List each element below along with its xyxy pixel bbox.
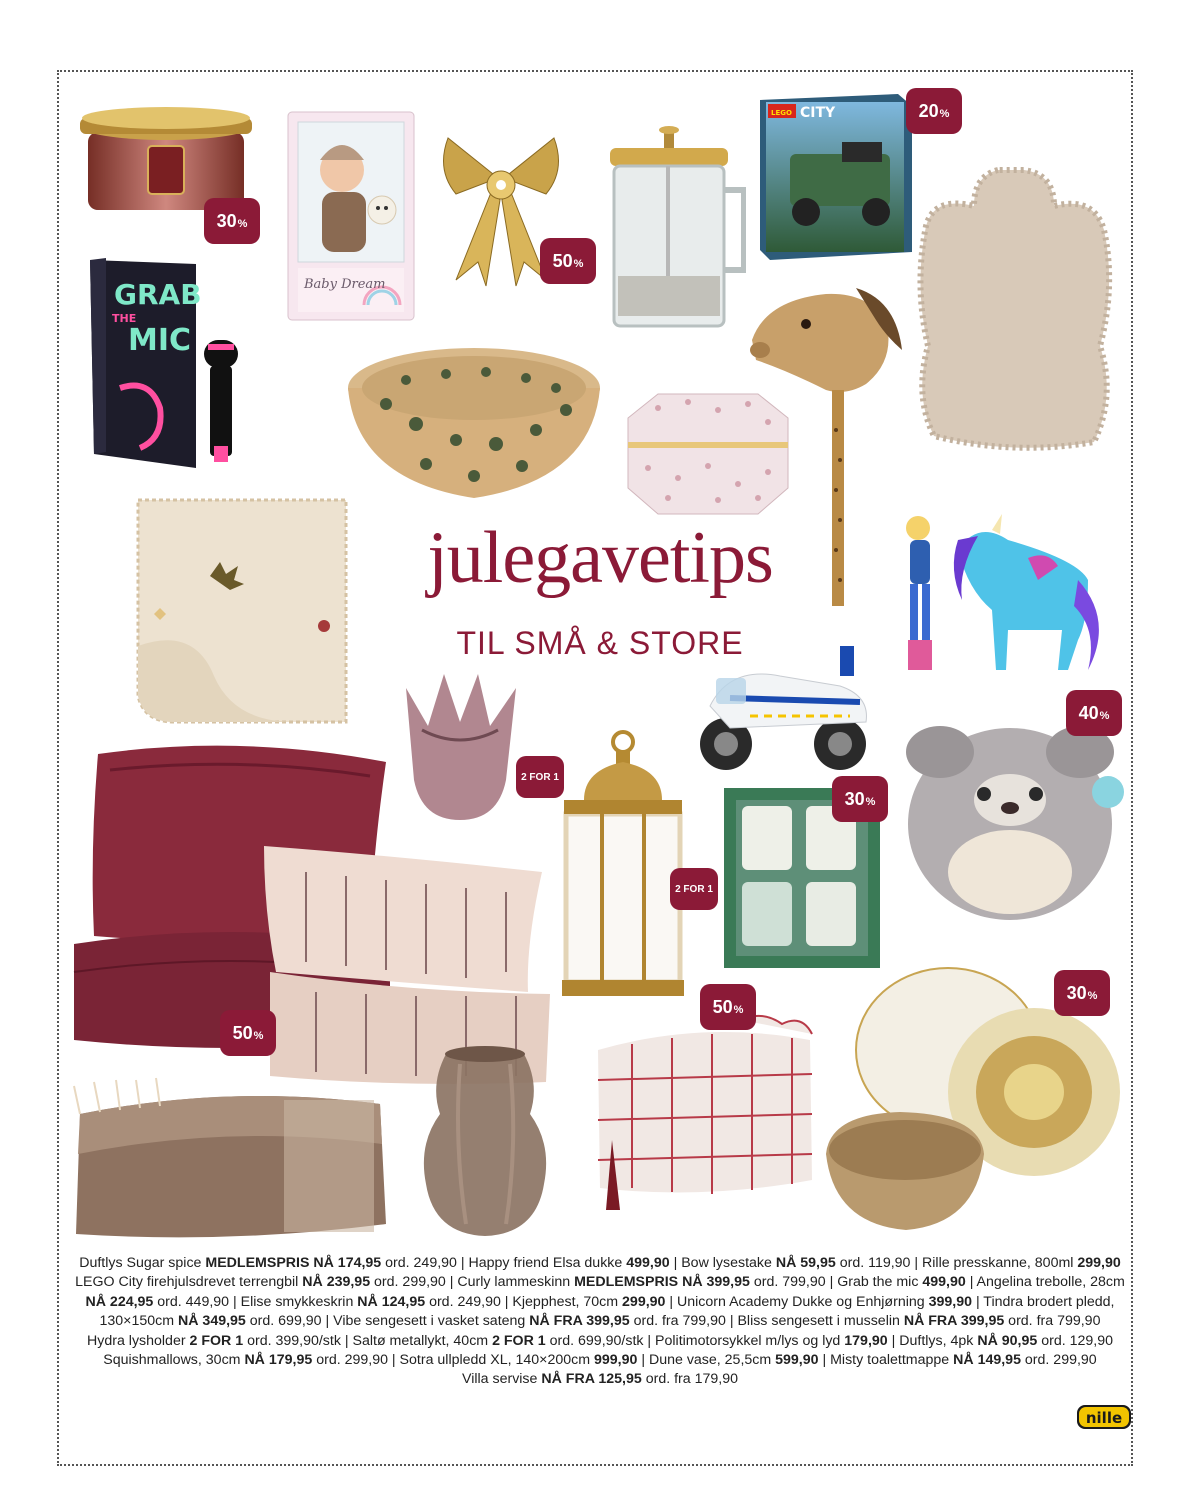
price-highlight: MEDLEMSPRIS NÅ 399,95 xyxy=(574,1274,750,1291)
price-text: ord. 249,90 | Kjepphest, 70cm xyxy=(425,1293,623,1310)
squishmallow-image xyxy=(900,709,1128,922)
badge-label: 2 FOR 1 xyxy=(675,883,713,895)
logo-text: nille xyxy=(1085,1409,1123,1427)
price-highlight: NÅ 90,95 xyxy=(977,1332,1038,1349)
badge-unit: % xyxy=(1099,709,1110,722)
dune-vase-image xyxy=(410,1044,560,1240)
price-highlight: 179,90 xyxy=(844,1332,888,1349)
badge-tealight-2for1 xyxy=(516,756,564,798)
badge-value: 30 xyxy=(1066,982,1087,1003)
doll-box-brand: Baby Dream xyxy=(304,277,386,292)
lego-line-text: CITY xyxy=(800,105,836,121)
price-line xyxy=(70,1332,1130,1351)
badge-bedding-discount xyxy=(220,1010,276,1056)
price-highlight: NÅ 124,95 xyxy=(357,1293,426,1310)
price-text: Squishmallows, 30cm xyxy=(103,1352,245,1369)
price-highlight: 299,90 xyxy=(622,1293,666,1310)
price-line xyxy=(70,1351,1130,1370)
price-text: | Dune vase, 25,5cm xyxy=(637,1352,776,1369)
nille-logo xyxy=(1076,1404,1132,1430)
price-highlight: NÅ 59,95 xyxy=(775,1255,836,1271)
lego-city-box-image xyxy=(760,94,918,260)
price-text: LEGO City firehjulsdrevet terrengbil xyxy=(75,1274,303,1291)
price-text: | Duftlys, 4pk xyxy=(887,1332,978,1349)
price-text: ord. 299,90 xyxy=(1020,1352,1097,1369)
badge-toiletry-discount xyxy=(700,984,756,1030)
price-highlight: MEDLEMSPRIS NÅ 174,95 xyxy=(205,1255,382,1271)
price-line xyxy=(70,1370,1130,1389)
price-highlight: 499,90 xyxy=(626,1255,670,1271)
price-highlight: 499,90 xyxy=(922,1274,966,1291)
badge-unit: % xyxy=(573,257,584,270)
price-text: ord. fra 179,90 xyxy=(641,1371,738,1388)
price-text: | Unicorn Academy Dukke og Enhjørning xyxy=(665,1293,929,1310)
price-line xyxy=(70,1312,1130,1331)
grab-text: GRAB xyxy=(114,278,202,311)
price-text: ord. 249,90 | Happy friend Elsa dukke xyxy=(381,1255,627,1271)
french-press-image xyxy=(596,126,746,332)
price-highlight: 599,90 xyxy=(775,1352,819,1369)
price-text: ord. fra 799,90 | Bliss sengesett i musselin xyxy=(629,1313,904,1330)
doll-box-image xyxy=(286,110,416,322)
badge-value: 50 xyxy=(232,1022,253,1043)
price-text: ord. 119,90 | Rille presskanne, 800ml xyxy=(835,1255,1078,1271)
price-highlight: NÅ 239,95 xyxy=(302,1274,371,1291)
badge-label: 2 FOR 1 xyxy=(521,771,559,783)
price-text: ord. 399,90/stk | Saltø metallykt, 40cm xyxy=(243,1332,493,1349)
lambskin-image xyxy=(904,166,1120,456)
badge-candle-discount xyxy=(204,198,260,244)
the-text: THE xyxy=(112,312,137,325)
price-text: Villa servise xyxy=(461,1371,542,1388)
price-text: 130×150cm xyxy=(99,1313,178,1330)
toiletry-bag-image xyxy=(592,1010,816,1230)
price-highlight: NÅ 149,95 xyxy=(953,1352,1021,1369)
badge-unit: % xyxy=(865,795,876,808)
price-highlight: NÅ FRA 399,95 xyxy=(529,1313,630,1330)
price-line xyxy=(70,1273,1130,1292)
badge-squishmallow-discount xyxy=(1066,690,1122,736)
wooden-bowl-image xyxy=(346,344,602,500)
price-highlight: 2 FOR 1 xyxy=(492,1332,546,1349)
price-text: | Bow lysestake xyxy=(669,1255,776,1271)
badge-unit: % xyxy=(1087,989,1098,1002)
unicorn-doll-image xyxy=(888,510,1114,680)
price-text: ord. 299,90 | Sotra ullpledd XL, 140×200cm xyxy=(312,1352,594,1369)
gold-lantern-image xyxy=(556,730,690,1000)
price-highlight: NÅ 179,95 xyxy=(244,1352,313,1369)
grab-the-mic-image xyxy=(84,258,250,470)
badge-lantern-2for1 xyxy=(670,868,718,910)
badge-candle-box-discount xyxy=(832,776,888,822)
price-line xyxy=(70,1254,1130,1273)
badge-value: 50 xyxy=(552,250,573,271)
badge-unit: % xyxy=(253,1029,264,1042)
price-text: | Misty toalettmappe xyxy=(818,1352,954,1369)
badge-value: 40 xyxy=(1078,702,1099,723)
badge-value: 50 xyxy=(712,996,733,1017)
lego-brand-text: LEGO xyxy=(771,109,792,117)
mic-text: MIC xyxy=(128,323,192,358)
price-text: | Angelina trebolle, 28cm xyxy=(965,1274,1125,1291)
price-line xyxy=(70,1293,1130,1312)
price-text: ord. 799,90 | Grab the mic xyxy=(749,1274,923,1291)
page-subtitle: TIL SMÅ & STORE xyxy=(456,625,744,661)
product-price-list xyxy=(70,1254,1130,1390)
price-text: Duftlys Sugar spice xyxy=(79,1255,206,1271)
price-highlight: NÅ FRA 399,95 xyxy=(903,1313,1005,1330)
price-text: ord. 449,90 | Elise smykkeskrin xyxy=(153,1293,358,1310)
badge-lego-discount xyxy=(906,88,962,134)
badge-dinnerware-discount xyxy=(1054,970,1110,1016)
price-highlight: 399,90 xyxy=(928,1293,972,1310)
price-text: ord. 129,90 xyxy=(1037,1332,1113,1349)
price-text: Hydra lysholder xyxy=(87,1332,190,1349)
page-title: julegavetips xyxy=(427,517,773,599)
price-text: ord. 699,90/stk | Politimotorsykkel m/lys og lyd xyxy=(545,1332,845,1349)
embroidered-blanket-image xyxy=(134,496,350,728)
badge-unit: % xyxy=(237,217,248,230)
price-highlight: NÅ FRA 125,95 xyxy=(541,1371,642,1388)
badge-value: 30 xyxy=(216,210,237,231)
price-text: | Tindra brodert pledd, xyxy=(972,1293,1115,1310)
badge-value: 30 xyxy=(844,788,865,809)
badge-value: 20 xyxy=(918,100,939,121)
price-highlight: 999,90 xyxy=(593,1352,638,1369)
wool-throw-image xyxy=(70,1074,390,1246)
badge-unit: % xyxy=(939,107,950,120)
price-text: ord. 699,90 | Vibe sengesett i vasket sateng xyxy=(245,1313,530,1330)
price-text: ord. 299,90 | Curly lammeskinn xyxy=(370,1274,575,1291)
price-highlight: NÅ 224,95 xyxy=(85,1293,154,1310)
glass-tealight-holder-image xyxy=(398,670,522,824)
badge-bow-discount xyxy=(540,238,596,284)
price-highlight: NÅ 349,95 xyxy=(178,1313,246,1330)
price-highlight: 299,90 xyxy=(1077,1255,1121,1271)
price-text: ord. fra 799,90 xyxy=(1004,1313,1101,1330)
badge-unit: % xyxy=(733,1003,744,1016)
price-highlight: 2 FOR 1 xyxy=(189,1332,244,1349)
